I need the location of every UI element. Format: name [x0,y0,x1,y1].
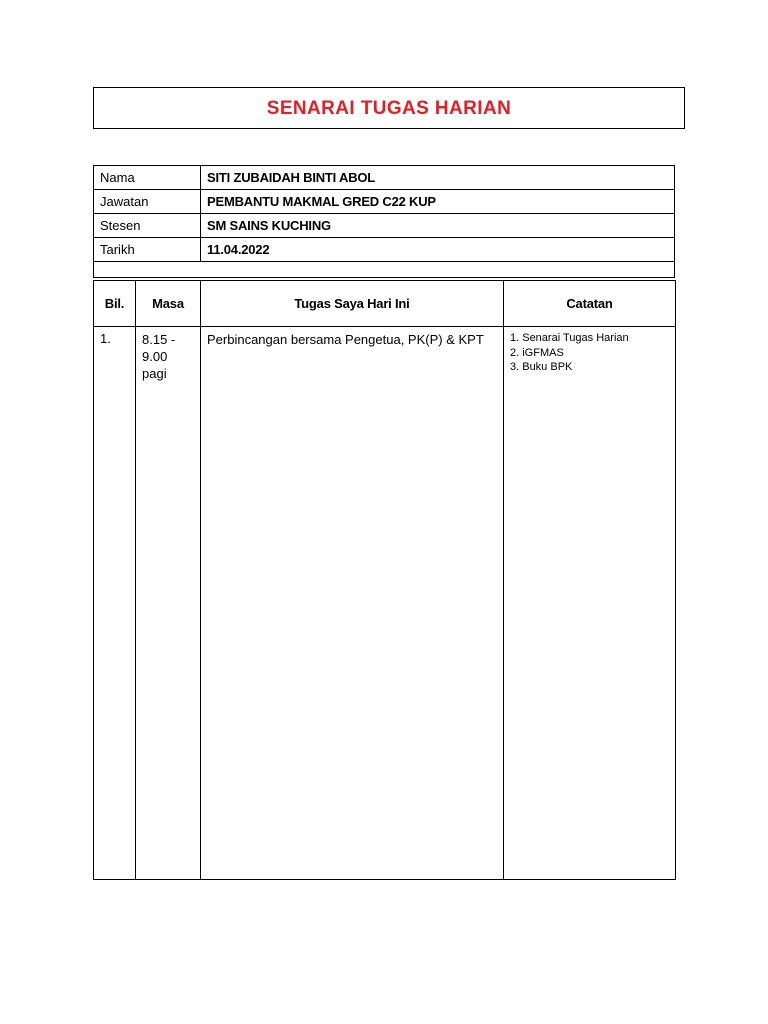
info-row-blank [94,262,675,278]
task-bil: 1. [94,327,136,880]
header-bil: Bil. [94,281,136,327]
task-tugas: Perbincangan bersama Pengetua, PK(P) & KPT [201,327,504,880]
blank-cell [94,262,675,278]
task-masa [136,327,201,880]
task-header-row [94,281,676,327]
task-table [93,280,676,880]
task-row [94,327,676,880]
info-label: Tarikh [94,238,201,262]
info-row-stesen [94,214,675,238]
info-value: SITI ZUBAIDAH BINTI ABOL [201,166,675,190]
header-tugas: Tugas Saya Hari Ini [201,281,504,327]
masa-line: 9.00 [142,349,168,364]
task-catatan [504,327,676,880]
info-row-tarikh [94,238,675,262]
masa-line: pagi [142,366,167,381]
info-table [93,165,675,278]
info-label: Nama [94,166,201,190]
info-row-jawatan [94,190,675,214]
info-value: SM SAINS KUCHING [201,214,675,238]
catatan-item: 2. iGFMAS [510,346,564,359]
info-label: Jawatan [94,190,201,214]
header-masa: Masa [136,281,201,327]
info-label: Stesen [94,214,201,238]
catatan-item: 3. Buku BPK [510,361,573,373]
document-title: SENARAI TUGAS HARIAN [266,98,512,119]
title-box [93,87,685,129]
info-row-nama [94,166,675,190]
header-catatan: Catatan [504,281,676,327]
info-value: 11.04.2022 [201,238,675,262]
info-value: PEMBANTU MAKMAL GRED C22 KUP [201,190,675,214]
catatan-item: 1. Senarai Tugas Harian [510,332,629,344]
catatan-list [510,331,674,375]
masa-line: 8.15 - [142,332,176,347]
